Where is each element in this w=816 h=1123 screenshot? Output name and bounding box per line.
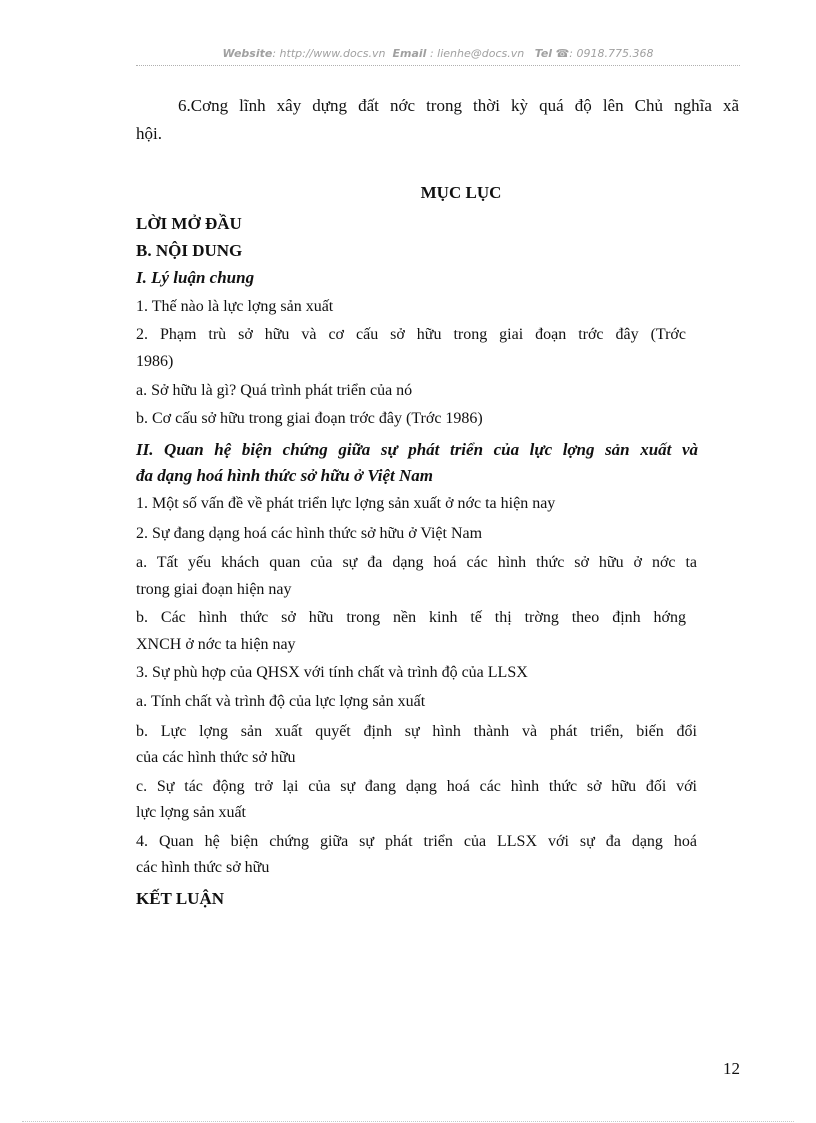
toc-item-continued: lực lợng sản xuất: [136, 804, 246, 821]
page-header: [136, 47, 740, 60]
tel-value: : 0918.775.368: [569, 47, 654, 60]
toc-item: a. Tính chất và trình độ của lực lợng sản xuất: [136, 693, 426, 710]
toc-item: 1. Một số vấn đề về phát triển lực lợng sản xuất ở nớc ta hiện nay: [136, 495, 556, 512]
toc-item: c. Sự tác động trở lại của sự đang dạng hoá các hình thức sở hữu đối với: [136, 778, 697, 795]
toc-item: a. Tất yếu khách quan của sự đa dạng hoá các hình thức sở hữu ở nớc ta: [136, 554, 697, 571]
toc-item-continued: 1986): [136, 353, 174, 370]
toc-item: 4. Quan hệ biện chứng giữa sự phát triển của LLSX với sự đa dạng hoá: [136, 833, 697, 850]
toc-item-continued: của các hình thức sở hữu: [136, 749, 296, 766]
phone-icon: ☎: [555, 47, 570, 60]
header-divider: [136, 65, 740, 66]
footer-divider: [22, 1121, 794, 1122]
toc-subsection-1: I. Lý luận chung: [136, 268, 255, 287]
website-value: : http://www.docs.vn: [272, 47, 386, 60]
toc-section-intro: LỜI MỞ ĐẦU: [136, 214, 242, 233]
toc-title: MỤC LỤC: [420, 183, 502, 202]
toc-item: b. Các hình thức sở hữu trong nền kinh tế thị trờng theo định hớng: [136, 609, 686, 626]
toc-item: b. Lực lợng sản xuất quyết định sự hình thành và phát triển, biến đổi: [136, 723, 697, 740]
page-number: 12: [723, 1059, 740, 1078]
tel-label: Tel: [534, 47, 553, 60]
toc-item: 3. Sự phù hợp của QHSX với tính chất và trình độ của LLSX: [136, 664, 528, 681]
intro-line-2: hội.: [136, 124, 162, 143]
toc-item-continued: XNCH ở nớc ta hiện nay: [136, 636, 296, 653]
toc-subsection-2: II. Quan hệ biện chứng giữa sự phát triển của lực lợng sản xuất và: [136, 440, 698, 459]
toc-item: 2. Phạm trù sở hữu và cơ cấu sở hữu trong giai đoạn trớc đây (Trớc: [136, 326, 686, 343]
toc-section-conclusion: KẾT LUẬN: [136, 889, 225, 908]
toc-item: 1. Thế nào là lực lợng sản xuất: [136, 298, 334, 315]
intro-line-1: 6.Cơng lĩnh xây dựng đất nớc trong thời kỳ quá độ lên Chủ nghĩa xã: [178, 96, 739, 115]
toc-item-continued: các hình thức sở hữu: [136, 859, 270, 876]
website-label: Website: [222, 47, 273, 60]
toc-subsection-2-continued: đa dạng hoá hình thức sở hữu ở Việt Nam: [136, 466, 434, 485]
email-label: Email: [392, 47, 427, 60]
toc-item: b. Cơ cấu sở hữu trong giai đoạn trớc đây (Trớc 1986): [136, 410, 483, 427]
email-value: : lienhe@docs.vn: [429, 47, 525, 60]
toc-item: 2. Sự đang dạng hoá các hình thức sở hữu ở Việt Nam: [136, 525, 483, 542]
toc-item: a. Sở hữu là gì? Quá trình phát triển của nó: [136, 382, 413, 399]
toc-section-content: B. NỘI DUNG: [136, 241, 243, 260]
toc-item-continued: trong giai đoạn hiện nay: [136, 581, 292, 598]
